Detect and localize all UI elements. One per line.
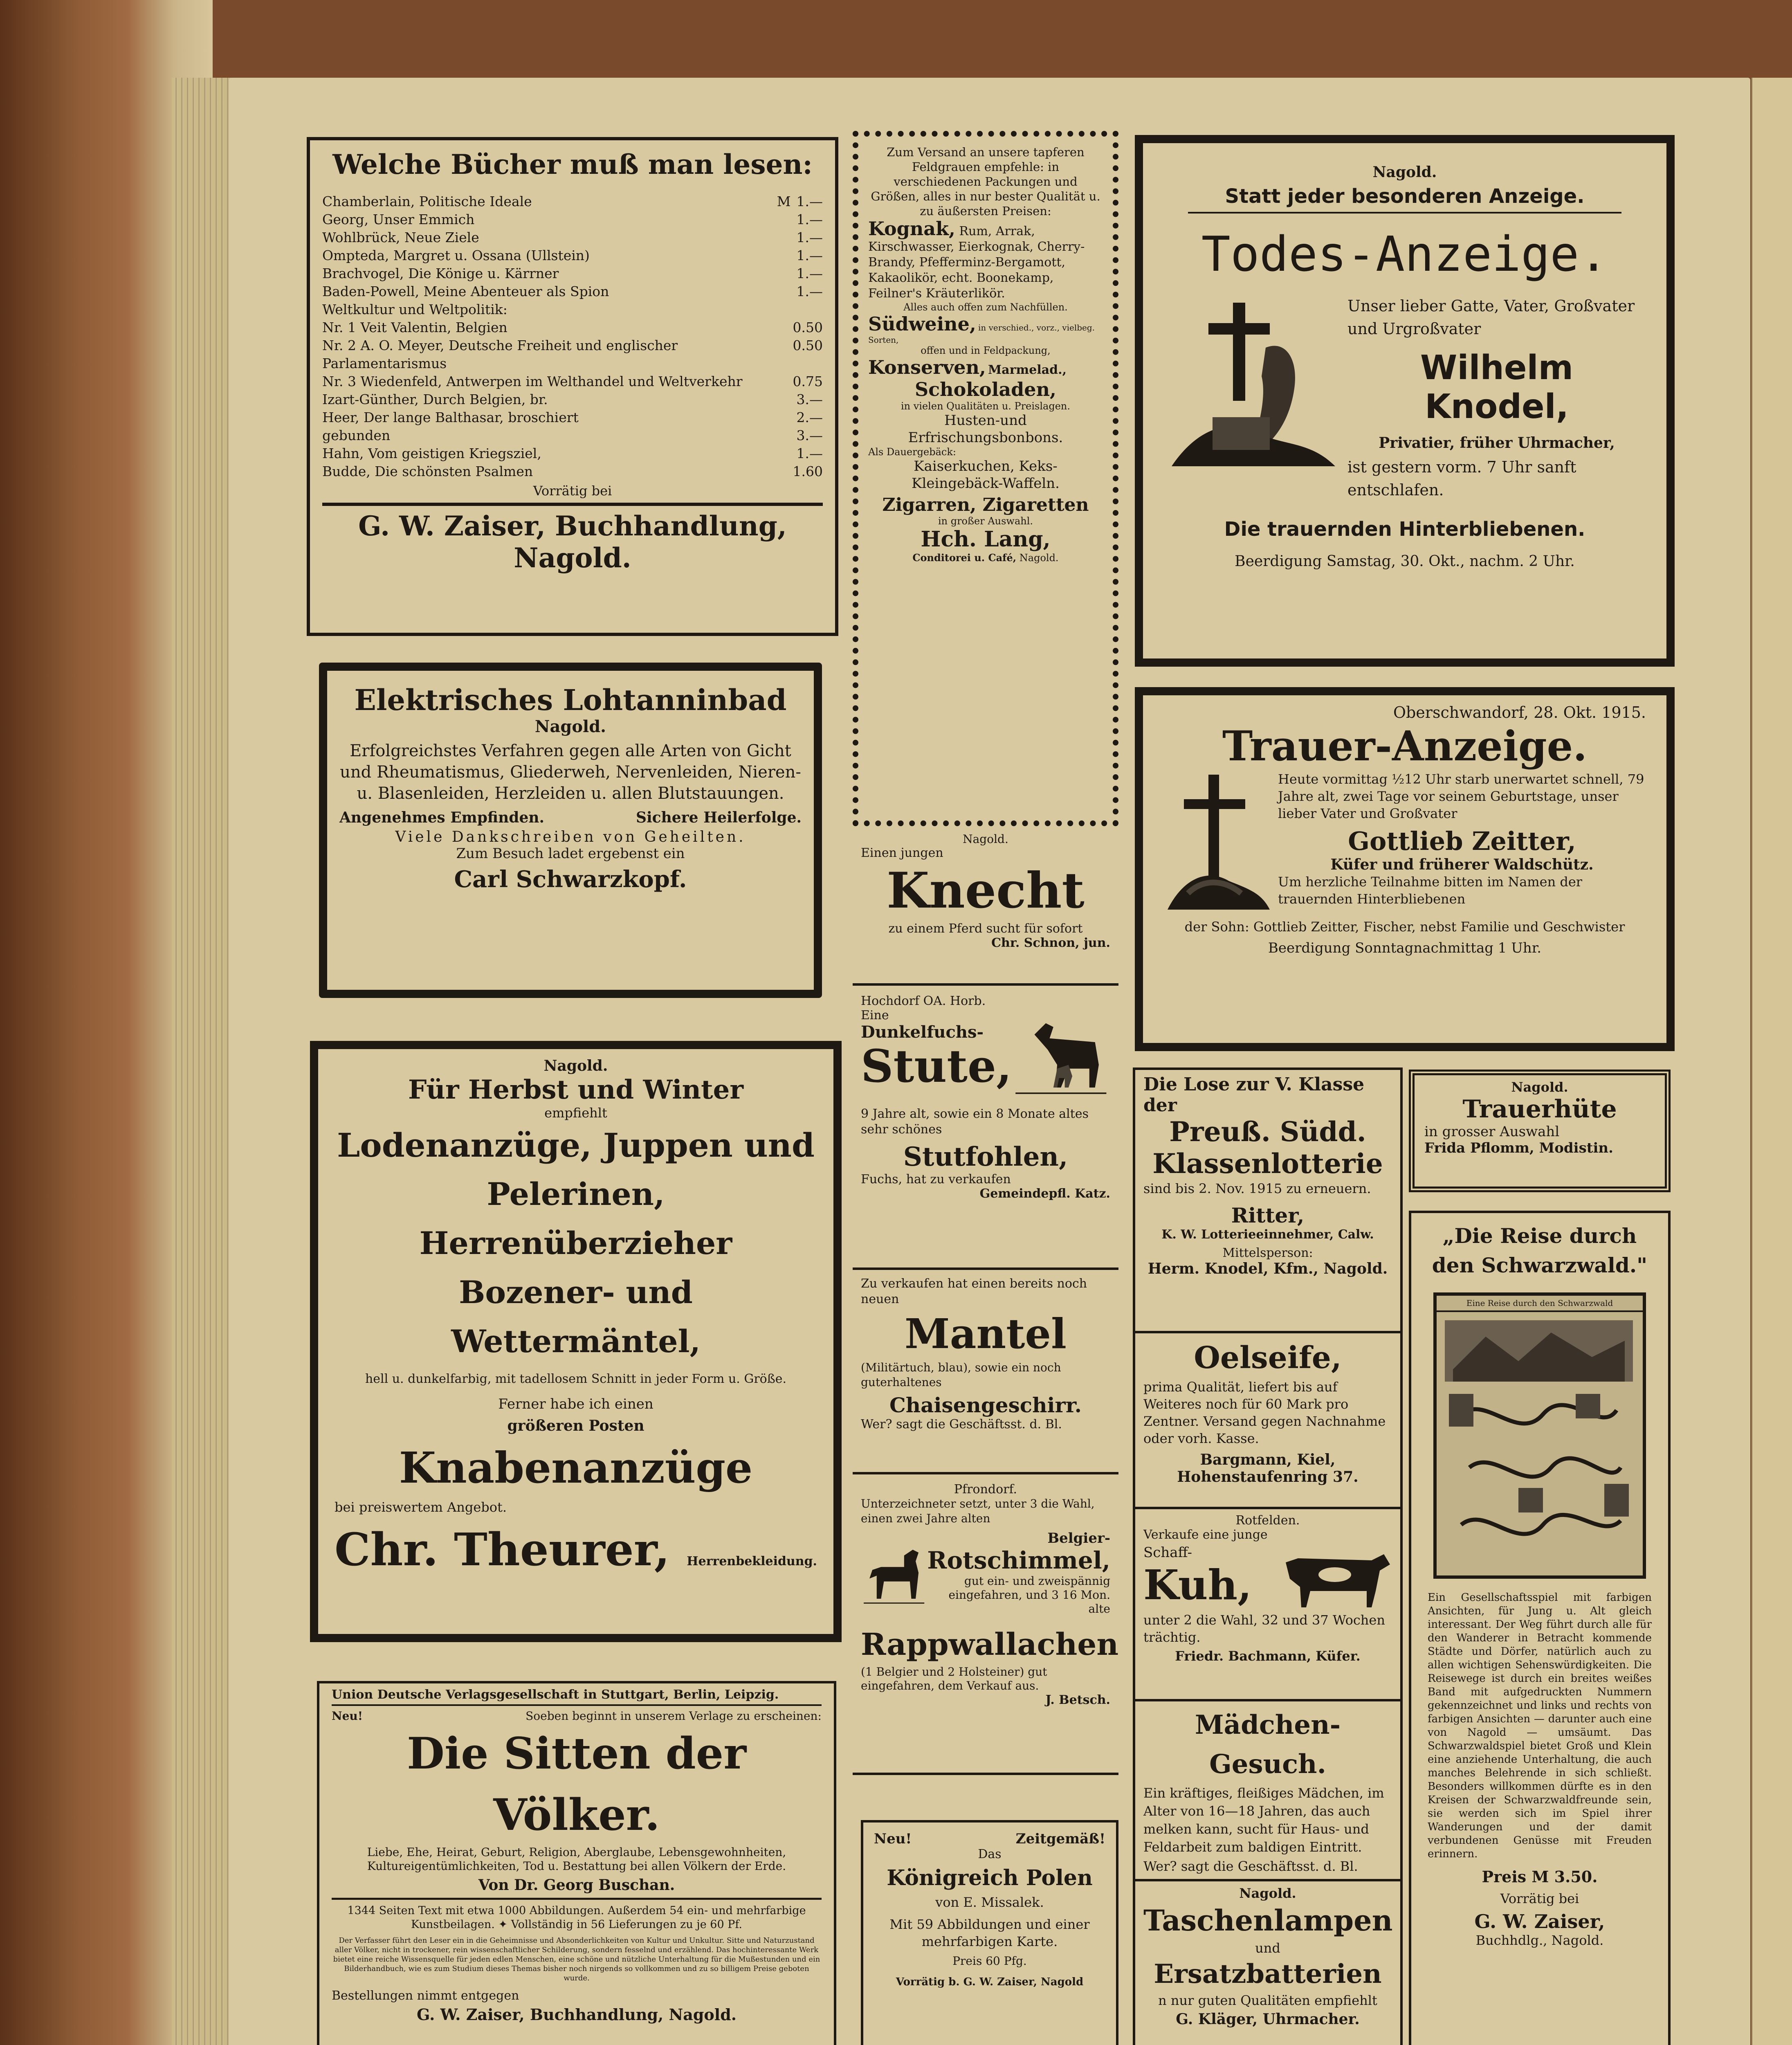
trauer-l1: Heute vormittag ½12 Uhr starb unerwartet schnell, 79 Jahre alt, zwei Tage vor seinem Geburtstage, unser lieber Vater und Großvater — [1278, 771, 1644, 821]
book-title: Hahn, Vom geistigen Kriegsziel, — [322, 445, 541, 461]
knecht-l2: zu einem Pferd sucht für sofort — [888, 921, 1083, 936]
knecht-ad — [853, 828, 1118, 986]
feld-zig2: in großer Auswahl. — [938, 515, 1033, 527]
bath-ad — [319, 663, 822, 998]
book-row — [322, 427, 823, 445]
cross-illustration — [1163, 771, 1274, 918]
rapp-rot: Rotschimmel, — [927, 1546, 1110, 1574]
knecht-l1: Einen jungen — [861, 846, 943, 860]
trauer-ad — [1135, 687, 1675, 1051]
feld-kuchen: Kaiserkuchen, Keks-Kleingebäck-Waffeln. — [912, 458, 1060, 492]
rapp-ad — [853, 1476, 1118, 1775]
sitten-small: Der Verfasser führt den Leser ein in die Geheimnisse und Absonderlichkeiten von Kultur und Unkultur. Sitte und Naturzustand aller Völker, nicht in trockener, rein wissenschaftlicher Schilderung, sondern fesselnd und erzählend. Das hochinteressante Werk bietet eine reiche Wissensquelle für jeden edlen Menschen, eine schöne und nützliche Unterhaltung für die Mußestunden und ein Bilderhandbuch, wie es zum Studium dieses Themas bisher noch nirgends so vollkommen und zu so billigem Preise geboten wurde. — [333, 1936, 820, 1982]
trauer-name: Gottlieb Zeitter, — [1348, 826, 1576, 856]
kuh-name: Friedr. Bachmann, Küfer. — [1175, 1648, 1361, 1664]
sitten-firm: G. W. Zaiser, Buchhandlung, Nagold. — [416, 2005, 737, 2024]
book-title: Brachvogel, Die Könige u. Kärrner — [322, 265, 559, 281]
bath-name: Carl Schwarzkopf. — [454, 866, 687, 893]
lose-mid2: Herm. Knodel, Kfm., Nagold. — [1148, 1260, 1388, 1277]
book-row — [322, 193, 823, 211]
book-row — [322, 229, 823, 247]
feld-kognak2: Rum, Arrak, Kirschwasser, Eierkognak, Cherry-Brandy, Pfefferminz-Bergamott, Kakaolikör, echt. Boonekamp, Feilner's Kräuterlikör. — [868, 224, 1085, 301]
maedchen-ad — [1133, 1701, 1403, 1881]
book-price: 2.— — [796, 409, 823, 425]
book-price: 1.— — [796, 247, 823, 263]
feld-place: Nagold. — [1019, 552, 1059, 564]
book-title: Budde, Die schönsten Psalmen — [322, 463, 533, 479]
huete-l1: in grosser Auswahl — [1424, 1124, 1560, 1140]
kuh-big: Kuh, — [1143, 1561, 1252, 1609]
book-row — [322, 373, 823, 391]
kuh-desc: unter 2 die Wahl, 32 und 37 Wochen trächtig. — [1143, 1612, 1385, 1645]
bath-body: Erfolgreichstes Verfahren gegen alle Arten von Gicht und Rheumatismus, Gliederweh, Nervenleiden, Nieren- u. Blasenleiden, Herzleiden u. allen Blutstauungen. — [340, 742, 801, 803]
book-price: 1.— — [796, 193, 823, 209]
rapp-desc2: (1 Belgier und 2 Holsteiner) gut eingefahren, dem Verkauf aus. — [861, 1665, 1047, 1692]
trauer-son: der Sohn: Gottlieb Zeitter, Fischer, nebst Familie und Geschwister — [1184, 919, 1625, 935]
feld-dauer: Als Dauergebäck: — [868, 446, 956, 458]
game-cover-title: Eine Reise durch den Schwarzwald — [1437, 1296, 1643, 1312]
sitten-pub: Union Deutsche Verlagsgesellschaft in Stuttgart, Berlin, Leipzig. — [332, 1688, 822, 1706]
lampen-place: Nagold. — [1239, 1885, 1296, 1901]
currency-symbol: M — [777, 193, 791, 209]
knecht-place: Nagold. — [963, 832, 1008, 846]
todes-job: Privatier, früher Uhrmacher, — [1379, 434, 1615, 452]
clothes-l3: Bozener- und Wettermäntel, — [451, 1274, 701, 1360]
sitten-ad — [317, 1681, 836, 2045]
clothes-name: Chr. Theurer, — [335, 1523, 670, 1576]
lose-ad — [1133, 1067, 1403, 1333]
clothes-more2: größeren Posten — [507, 1417, 644, 1434]
oel-street: Hohenstaufenring 37. — [1177, 1468, 1359, 1485]
stute-desc: 9 Jahre alt, sowie ein 8 Monate altes sehr schönes — [861, 1107, 1089, 1137]
rapp-belg: Belgier- — [1047, 1530, 1110, 1546]
trauer-title: Trauer-Anzeige. — [1222, 722, 1588, 770]
bath-thanks: Viele Dankschreiben von Geheilten. — [395, 829, 746, 845]
mantel-chaise: Chaisengeschirr. — [889, 1393, 1082, 1417]
book-row — [322, 391, 823, 409]
feld-ad — [853, 131, 1118, 826]
polen-das: Das — [978, 1847, 1002, 1861]
book-row — [322, 463, 823, 481]
feld-schoko2: in vielen Qualitäten u. Preislagen. — [900, 400, 1070, 412]
lose-l4: sind bis 2. Nov. 1915 zu erneuern. — [1143, 1181, 1371, 1196]
feld-l1: Zum Versand an unsere tapferen Feldgrauen empfehle: in verschiedenen Packungen und Größen, alles in nur bester Qualität u. zu äußersten Preisen: — [871, 145, 1100, 218]
reise-desc: Ein Gesellschaftsspiel mit farbigen Ansichten, für Jung u. Alt gleich interessant. Der Weg führt durch alle für den Wanderer in Betracht kommende Städte und Dörfer, natürlich auch zu allen wichtigen Sehenswürdigkeiten. Die Reisewege ist durch ein breites weißes Band mit aufgedruckten Nummern gekennzeichnet und links und rechts von farbigen Ansichten — darunter auch eine von Nagold — umsäumt. Das Schwarzwaldspiel bietet Groß und Klein eine anziehende Unterhaltung, die auch manches Belehrende in sich schließt. Besonders willkommen dürfte es in den Kreisen der Schwarzwaldfreunde sein, sie werden sich im Spiel ihrer Wanderungen und der damit verbundenen Genüsse mit Freuden erinnern. — [1428, 1591, 1652, 1860]
todes-title: Todes-Anzeige. — [1201, 226, 1608, 282]
sitten-info: 1344 Seiten Text mit etwa 1000 Abbildungen. Außerdem 54 ein- und mehrfarbige Kunstbeilagen. ✦ Vollständig in 56 Lieferungen zu je 60 Pf. — [347, 1904, 806, 1931]
polen-desc: Mit 59 Abbildungen und einer mehrfarbigen Karte. — [889, 1917, 1090, 1949]
mantel-desc: (Militärtuch, blau), sowie ein noch guterhaltenes — [861, 1361, 1061, 1389]
feld-name: Hch. Lang, — [921, 527, 1051, 552]
book-price: 3.— — [796, 391, 823, 407]
book-title: Chamberlain, Politische Ideale — [322, 193, 532, 209]
todes-fam: Die trauernden Hinterbliebenen. — [1224, 518, 1585, 541]
book-price: 1.60 — [793, 463, 823, 479]
todes-place: Nagold. — [1372, 164, 1437, 181]
lose-l2: Preuß. Südd. — [1169, 1116, 1366, 1148]
books-ad — [307, 137, 838, 636]
book-row — [322, 283, 823, 301]
kuh-l1: Verkaufe eine junge — [1143, 1528, 1268, 1542]
stute-ad — [853, 990, 1118, 1270]
book-price: 3.— — [796, 427, 823, 443]
clothes-price: bei preiswertem Angebot. — [335, 1499, 507, 1515]
lose-l3: Klassenlotterie — [1152, 1148, 1383, 1180]
rapp-desc: gut ein- und zweispännig eingefahren, und 3 16 Mon. alte — [948, 1574, 1110, 1616]
lampen-big2: Ersatzbatterien — [1154, 1959, 1382, 1989]
trauer-place: Oberschwandorf, 28. Okt. 1915. — [1393, 703, 1646, 721]
kuh-ad — [1133, 1509, 1403, 1701]
clothes-l2: Pelerinen, Herrenüberzieher — [419, 1176, 732, 1261]
books-title: Welche Bücher muß man lesen: — [332, 148, 813, 180]
book-title: Nr. 3 Wiedenfeld, Antwerpen im Welthandel und Weltverkehr — [322, 373, 743, 389]
todes-ad — [1135, 135, 1675, 667]
todes-burial: Beerdigung Samstag, 30. Okt., nachm. 2 Uhr. — [1235, 553, 1575, 570]
game-board-illustration — [1433, 1292, 1646, 1579]
stute-eine: Eine — [861, 1008, 889, 1022]
book-row — [322, 301, 823, 319]
book-price: 1.— — [796, 211, 823, 227]
maedchen-desc: Ein kräftiges, fleißiges Mädchen, im Alter von 16—18 Jahren, das auch melken kann, sucht für Haus- und Feldarbeit zum baldigen Eintritt. — [1143, 1785, 1384, 1855]
book-title: Weltkultur und Weltpolitik: — [322, 301, 508, 317]
feld-sued2: in verschied., vorz., vielbeg. Sorten, — [868, 323, 1095, 345]
clothes-place: Nagold. — [543, 1057, 608, 1074]
book-title: Heer, Der lange Balthasar, broschiert — [322, 409, 579, 425]
bath-title: Elektrisches Lohtanninbad — [354, 683, 787, 717]
huete-name: Frida Pflomm, Modistin. — [1424, 1140, 1613, 1156]
reise-stock: Vorrätig bei — [1500, 1891, 1579, 1906]
mantel-big: Mantel — [905, 1310, 1067, 1358]
stute-name: Gemeindepfl. Katz. — [979, 1187, 1110, 1201]
sitten-intro: Soeben beginnt in unserem Verlage zu erscheinen: — [525, 1709, 822, 1723]
knecht-name: Chr. Schnon, jun. — [991, 936, 1110, 950]
feld-kognak: Kognak, — [868, 218, 955, 240]
sitten-neu: Neu! — [332, 1709, 363, 1723]
reise-title: „Die Reise durch den Schwarzwald." — [1432, 1224, 1648, 1277]
bath-left: Angenehmes Empfinden. — [339, 809, 545, 826]
books-firm: G. W. Zaiser, Buchhandlung, Nagold. — [358, 510, 787, 574]
next-page-edge — [1751, 78, 1792, 2045]
lampen-desc: n nur guten Qualitäten empfiehlt — [1158, 1993, 1377, 2008]
lose-l1: Die Lose zur V. Klasse der — [1143, 1074, 1365, 1116]
knecht-big: Knecht — [887, 862, 1085, 919]
clothes-desc: hell u. dunkelfarbig, mit tadellosem Schnitt in jeder Form u. Größe. — [365, 1372, 787, 1386]
oel-name: Bargmann, Kiel, — [1200, 1451, 1336, 1468]
sitten-order: Bestellungen nimmt entgegen — [332, 1989, 519, 2003]
todes-name: Wilhelm Knodel, — [1420, 348, 1574, 426]
book-title: gebunden — [322, 427, 391, 443]
book-price: 0.75 — [793, 373, 823, 389]
clothes-boys: Knabenanzüge — [399, 1443, 753, 1493]
trauer-job: Küfer und früherer Waldschütz. — [1330, 856, 1594, 873]
trauer-burial: Beerdigung Sonntagnachmittag 1 Uhr. — [1268, 940, 1542, 956]
oel-big: Oelseife, — [1194, 1340, 1342, 1375]
stute-dunkel: Dunkelfuchs- — [861, 1022, 984, 1042]
feld-husten: Husten-und Erfrischungsbonbons. — [908, 412, 1063, 446]
stute-foal: Stutfohlen, — [903, 1142, 1068, 1172]
book-title: Ompteda, Margret u. Ossana (Ullstein) — [322, 247, 590, 263]
polen-title: Königreich Polen — [887, 1865, 1093, 1890]
polen-neu: Neu! — [874, 1831, 912, 1847]
huete-place: Nagold. — [1511, 1079, 1568, 1095]
bath-right: Sichere Heilerfolge. — [636, 809, 802, 826]
mantel-ad — [853, 1272, 1118, 1474]
sitten-sub: Liebe, Ehe, Heirat, Geburt, Religion, Aberglaube, Lebensgewohnheiten, Kultureigentümlichkeiten, Tod u. Bestattung bei allen Völkern der Erde. — [367, 1845, 786, 1873]
bath-place: Nagold. — [534, 717, 606, 736]
rapp-name: J. Betsch. — [1045, 1693, 1110, 1707]
cow-illustration — [1273, 1542, 1392, 1611]
kuh-schaff: Schaff- — [1143, 1544, 1192, 1561]
clothes-rec: empfiehlt — [544, 1105, 607, 1121]
book-row — [322, 445, 823, 463]
book-list — [322, 193, 823, 481]
feld-sued3: offen und in Feldpackung, — [921, 345, 1051, 356]
book-row — [322, 337, 823, 373]
stute-sell: Fuchs, hat zu verkaufen — [861, 1172, 1011, 1187]
feld-kons2: Marmelad., — [988, 363, 1067, 377]
maedchen-big: Mädchen-Gesuch. — [1195, 1710, 1341, 1780]
cross-grave-illustration — [1163, 294, 1339, 487]
stute-place: Hochdorf OA. Horb. — [861, 994, 986, 1008]
feld-firm: Conditorei u. Café, — [912, 552, 1017, 564]
feld-all: Alles auch offen zum Nachfüllen. — [903, 301, 1068, 313]
polen-author: von E. Missalek. — [935, 1894, 1044, 1910]
book-row — [322, 319, 823, 337]
mantel-l1: Zu verkaufen hat einen bereits noch neuen — [861, 1276, 1087, 1306]
book-row — [322, 211, 823, 229]
reise-firm: Buchhdlg., Nagold. — [1475, 1933, 1604, 1948]
todes-l2: ist gestern vorm. 7 Uhr sanft entschlafen. — [1347, 458, 1576, 499]
oel-desc: prima Qualität, liefert bis auf Weiteres noch für 60 Mark pro Zentner. Versand gegen Nachnahme oder vorh. Kasse. — [1143, 1379, 1386, 1446]
book-title: Georg, Unser Emmich — [322, 211, 475, 227]
sitten-title: Die Sitten der Völker. — [406, 1728, 747, 1840]
sitten-author: Von Dr. Georg Buschan. — [478, 1876, 675, 1894]
book-title: Nr. 1 Veit Valentin, Belgien — [322, 319, 508, 335]
map-illustration — [1437, 1312, 1643, 1574]
book-row — [322, 409, 823, 427]
book-price: 0.50 — [793, 319, 823, 335]
mantel-who: Wer? sagt die Geschäftsst. d. Bl. — [861, 1417, 1062, 1432]
rapp-big: Rappwallachen — [861, 1627, 1118, 1662]
lampen-big: Taschenlampen — [1143, 1903, 1393, 1937]
book-price: 1.— — [796, 445, 823, 461]
polen-zeit: Zeitgemäß! — [1015, 1831, 1105, 1847]
reise-name: G. W. Zaiser, — [1474, 1910, 1605, 1933]
book-title: Baden-Powell, Meine Abenteuer als Spion — [322, 283, 609, 299]
clothes-h1: Für Herbst und Winter — [408, 1074, 744, 1105]
book-row — [322, 247, 823, 265]
lampen-ad — [1133, 1881, 1403, 2045]
book-row — [322, 265, 823, 283]
book-price: 1.— — [796, 283, 823, 299]
book-title: Nr. 2 A. O. Meyer, Deutsche Freiheit und englischer Parlamentarismus — [322, 337, 678, 371]
book-title: Izart-Günther, Durch Belgien, br. — [322, 391, 548, 407]
bath-invite: Zum Besuch ladet ergebenst ein — [456, 845, 685, 862]
oel-ad — [1133, 1333, 1403, 1509]
horse-illustration-2 — [861, 1530, 927, 1624]
huete-ad — [1409, 1070, 1671, 1192]
todes-pre: Statt jeder besonderen Anzeige. — [1188, 185, 1621, 213]
polen-stock: Vorrätig b. G. W. Zaiser, Nagold — [896, 1976, 1084, 1988]
books-stock: Vorrätig bei — [533, 483, 612, 499]
reise-ad — [1409, 1211, 1671, 2045]
book-price: 1.— — [796, 265, 823, 281]
trauer-l2: Um herzliche Teilnahme bitten im Namen der trauernden Hinterbliebenen — [1278, 874, 1583, 907]
todes-l1: Unser lieber Gatte, Vater, Großvater und Urgroßvater — [1347, 297, 1635, 338]
horse-illustration — [1012, 1008, 1110, 1106]
feld-zig: Zigarren, Zigaretten — [882, 494, 1089, 515]
lose-name: Ritter, — [1231, 1203, 1305, 1227]
lose-mid: Mittelsperson: — [1222, 1246, 1313, 1260]
rapp-l1: Unterzeichneter setzt, unter 3 die Wahl, einen zwei Jahre alten — [861, 1497, 1095, 1525]
lampen-und: und — [1255, 1940, 1280, 1956]
clothes-more: Ferner habe ich einen — [498, 1396, 653, 1412]
polen-price: Preis 60 Pfg. — [952, 1954, 1027, 1968]
book-title: Wohlbrück, Neue Ziele — [322, 229, 479, 245]
clothes-trade: Herrenbekleidung. — [687, 1554, 817, 1569]
rapp-place: Pfrondorf. — [954, 1482, 1017, 1497]
clothes-ad — [310, 1041, 842, 1642]
stute-big: Stute, — [861, 1040, 1012, 1092]
feld-schoko: Schokoladen, — [914, 378, 1057, 400]
lampen-name: G. Kläger, Uhrmacher. — [1176, 2011, 1360, 2028]
kuh-place: Rotfelden. — [1235, 1513, 1300, 1528]
feld-kons: Konserven, — [868, 356, 986, 378]
book-price: 0.50 — [793, 337, 823, 353]
feld-sued: Südweine, — [868, 313, 976, 335]
polen-ad — [861, 1820, 1118, 2045]
maedchen-who: Wer? sagt die Geschäftsst. d. Bl. — [1143, 1858, 1358, 1874]
reise-price: Preis M 3.50. — [1482, 1867, 1598, 1886]
book-price: 1.— — [796, 229, 823, 245]
lose-job: K. W. Lotterieeinnehmer, Calw. — [1161, 1227, 1374, 1242]
huete-title: Trauerhüte — [1462, 1095, 1617, 1124]
clothes-l1: Lodenanzüge, Juppen und — [337, 1126, 815, 1164]
